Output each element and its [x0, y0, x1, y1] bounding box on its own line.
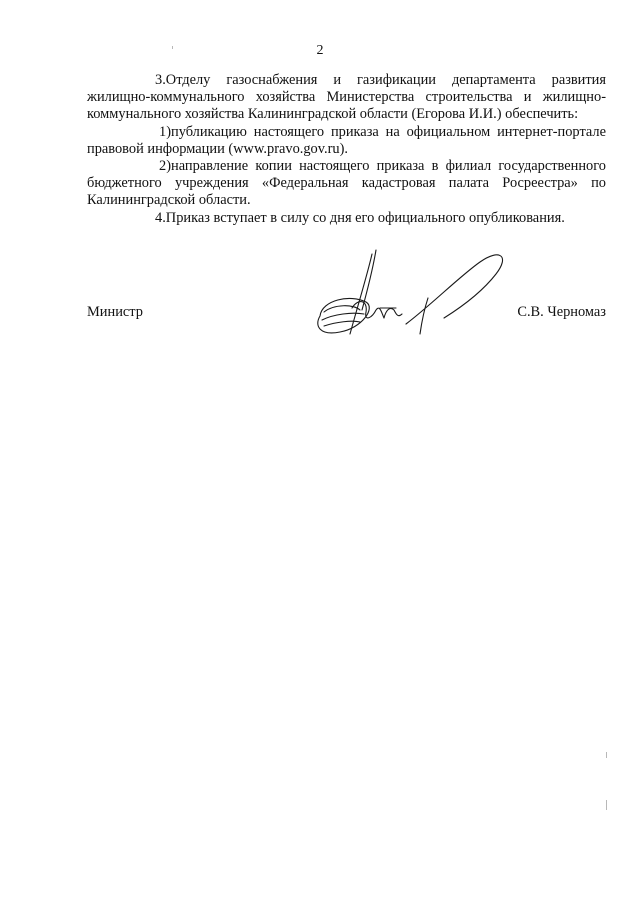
- paragraph-item-3: [87, 72, 606, 124]
- document-body: [87, 72, 606, 227]
- scan-speck: [606, 800, 607, 810]
- paragraph-text: публикацию настоящего приказа на официальном интернет-портале правовой информации (www.pravo.gov.ru).: [87, 123, 606, 157]
- signatory-name: С.В. Черномаз: [517, 304, 606, 320]
- paragraph-subitem-1: [87, 124, 606, 158]
- signatory-title: Министр: [87, 304, 143, 320]
- scan-speck: [172, 46, 173, 49]
- paragraph-subitem-2: [87, 158, 606, 210]
- paragraph-text: направление копии настоящего приказа в филиал государственного бюджетного учреждения «Федеральная кадастровая палата Росреестра» по Калининградской области.: [87, 158, 606, 209]
- paragraph-item-4: [87, 210, 606, 227]
- subitem-number: 1): [159, 123, 171, 140]
- paragraph-text: Отделу газоснабжения и газификации департамента развития жилищно-коммунального хозяйства Министерства строительства и жилищно-коммунального хозяйства Калининградской области (Егорова И.И.) обеспечить:: [87, 72, 606, 123]
- paragraph-text: Приказ вступает в силу со дня его официального опубликования.: [165, 209, 565, 226]
- item-number: 4.: [155, 209, 166, 226]
- page-number: 2: [316, 43, 324, 58]
- handwritten-signature: [310, 248, 520, 340]
- scan-speck: [606, 752, 607, 758]
- item-number: 3.: [155, 72, 166, 88]
- subitem-number: 2): [159, 158, 171, 175]
